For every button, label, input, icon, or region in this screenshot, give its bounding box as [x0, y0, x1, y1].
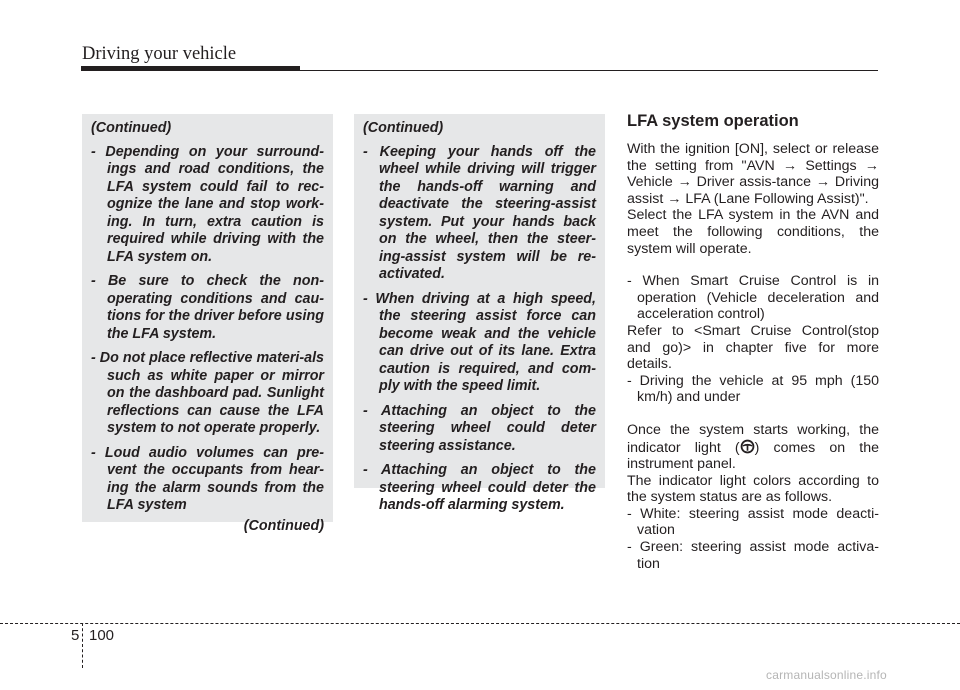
paragraph: Select the LFA system in the AVN and meet the following conditions, the system will operate. — [627, 207, 879, 257]
caution-item: - Do not place reflective materi-als such as white paper or mirror on the dashboard pad. Sunlight reflections can cause the LFA system to not operate properly. — [91, 350, 324, 436]
caution-item: - When driving at a high speed, the steering assist force can become weak and the vehicle can drive out of its lane. Extra caution is required, and com-ply with the speed limit. — [363, 290, 596, 394]
indicator-text-after: ) comes on the instrument panel. — [627, 439, 879, 473]
indicator-text-before: Once the system starts working, the indicator light ( — [627, 421, 879, 456]
page-number: 100 — [89, 627, 115, 644]
caution-item: - Depending on your surround-ings and road conditions, the LFA system could fail to rec-ognize the lane and stop work-ing. In turn, extra caution is required while driving with the LFA system on. — [91, 143, 324, 265]
caution-item: - Loud audio volumes can pre-vent the occupants from hear-ing the alarm sounds from the LFA system — [91, 444, 324, 513]
paragraph: The indicator light colors according to the system status are as follows. — [627, 472, 879, 506]
continued-label-top: (Continued) — [91, 120, 172, 136]
steering-wheel-icon — [740, 439, 755, 454]
caution-item: - Attaching an object to the steering wheel could deter the hands-off alarming system. — [363, 462, 596, 513]
chapter-number: 5 — [71, 627, 80, 644]
footer-divider — [0, 623, 960, 624]
continued-label-top: (Continued) — [363, 120, 444, 136]
header-title: Driving your vehicle — [82, 44, 237, 64]
section-title: LFA system operation — [627, 112, 799, 130]
status-item: - White: steering assist mode deacti-vation — [627, 505, 879, 539]
continued-label-bottom: (Continued) — [243, 517, 324, 534]
status-item: - Green: steering assist mode activa-tion — [627, 539, 879, 572]
paragraph: With the ignition [ON], select or release the setting from "AVN → Settings → Vehicle → Driver assis-tance → Driving assist → LFA (Lane Following Assist)". — [627, 141, 879, 207]
caution-item: - Be sure to check the non-operating conditions and cau-tions for the driver before using the LFA system. — [91, 273, 324, 342]
caution-box-left — [82, 114, 333, 534]
paragraph: Refer to <Smart Cruise Control(stop and go)> in chapter five for more details. — [627, 322, 879, 373]
footer-vertical-divider — [82, 623, 83, 668]
watermark: carmanualsonline.info — [766, 668, 887, 682]
condition-item: - When Smart Cruise Control is in operation (Vehicle deceleration and acceleration control) — [627, 273, 879, 323]
caution-box-middle — [354, 114, 605, 513]
header-rule-thick — [81, 66, 300, 71]
paragraph-indicator — [627, 422, 879, 473]
caution-item: - Attaching an object to the steering wheel could deter steering assistance. — [363, 402, 596, 454]
header-rule-thin — [300, 70, 878, 71]
lfa-operation-section — [627, 112, 879, 572]
caution-item: - Keeping your hands off the wheel while driving will trigger the hands-off warning and deactivate the steering-assist system. Put your hands back on the wheel, then the steer-ing-assist system will be re-activated. — [363, 143, 596, 282]
condition-item: - Driving the vehicle at 95 mph (150 km/h) and under — [627, 372, 879, 406]
